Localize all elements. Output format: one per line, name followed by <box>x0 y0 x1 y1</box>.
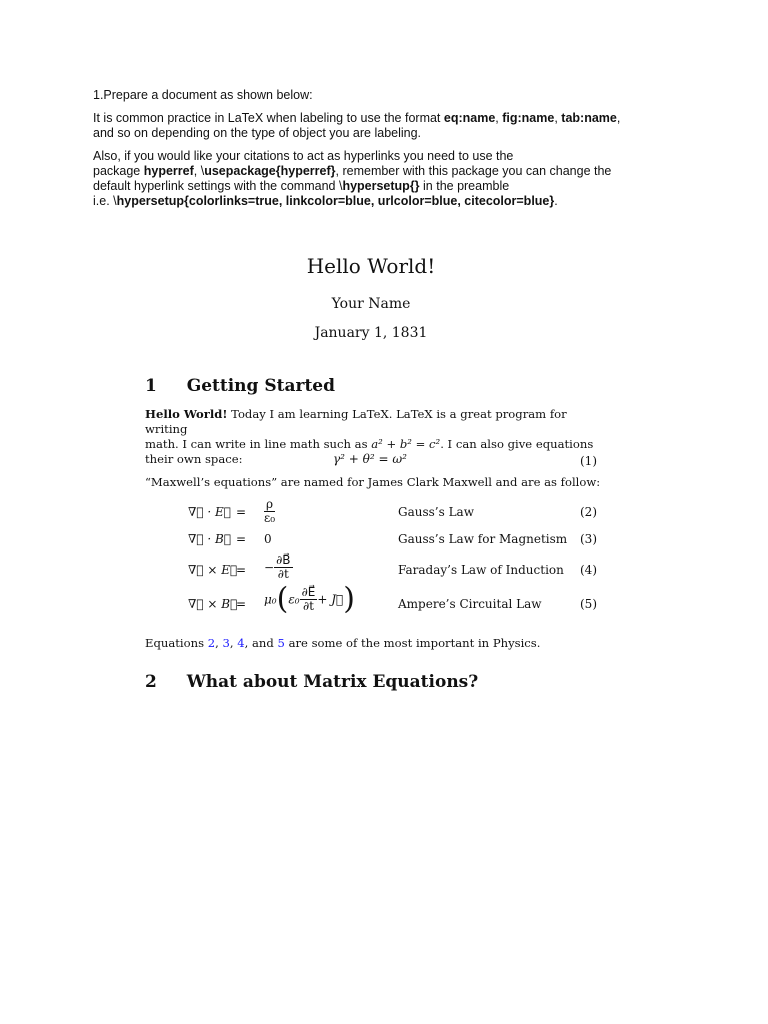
ref-link-eq3[interactable]: 3 <box>222 636 230 650</box>
p1-bold-eq: eq:name <box>443 111 496 125</box>
p2-text-c: , \ <box>193 164 205 178</box>
eq5-rel: = <box>236 597 247 611</box>
eq2-rhs <box>264 498 275 525</box>
eq3-rhs: 0 <box>264 532 272 546</box>
section-1-title: Getting Started <box>186 376 336 396</box>
latex-logo-1: LaTeX <box>352 407 389 421</box>
p2-line-1: Also, if you would like your citations to act as hyperlinks you need to use the <box>93 149 514 163</box>
para-text-1: Today I am learning <box>227 407 353 421</box>
section-1-number: 1 <box>145 376 157 396</box>
p2-text-e: default hyperlink settings with the command \ <box>93 179 343 193</box>
para-text-3: is a great program for writing <box>145 407 567 436</box>
inline-math: a² + b² = c² <box>371 437 441 451</box>
eq4-denominator: ∂t <box>277 567 289 581</box>
eq3-number: (3) <box>580 532 597 546</box>
doc-title: Hello World! <box>306 254 436 278</box>
equation-3-row <box>0 526 768 550</box>
instruction-step: 1.Prepare a document as shown below: <box>93 88 313 102</box>
instruction-paragraph-1 <box>93 111 693 141</box>
ref-link-eq5[interactable]: 5 <box>277 636 285 650</box>
refs-prefix: Equations <box>145 636 208 650</box>
refs-suffix: are some of the most important in Physics. <box>284 636 541 650</box>
eq5-lhs: ∇⃗ × B⃗ <box>188 597 238 611</box>
equation-1: γ² + θ² = ω² <box>333 452 407 466</box>
doc-author: Your Name <box>331 296 411 312</box>
p1-sep-2: , <box>554 111 562 125</box>
doc-date: January 1, 1831 <box>314 325 428 341</box>
p2-bold-hyperref: hyperref <box>143 164 194 178</box>
p1-bold-tab: tab:name <box>561 111 617 125</box>
eq2-denominator: ε₀ <box>264 511 276 525</box>
p2-text-g: i.e. \ <box>93 194 117 208</box>
eq5-number: (5) <box>580 597 597 611</box>
ref-link-eq2[interactable]: 2 <box>207 636 216 650</box>
eq2-numerator: ρ <box>266 497 274 511</box>
p1-sep-1: , <box>495 111 503 125</box>
eq5-numerator: ∂E⃗ <box>301 585 316 599</box>
p2-bold-hypersetup: hypersetup{} <box>342 179 420 193</box>
eq2-name: Gauss’s Law <box>398 505 474 519</box>
para-line2-b: . I can also give equations <box>440 437 594 451</box>
refs-sep-1: , <box>215 636 223 650</box>
p2-text-h: . <box>554 194 558 208</box>
equation-4-row <box>0 552 768 586</box>
eq4-lhs: ∇⃗ × E⃗ <box>188 563 238 577</box>
eq2-rel: = <box>236 505 247 519</box>
section-2-heading <box>145 672 478 692</box>
equation-5-row <box>0 581 768 624</box>
instructions <box>93 88 693 209</box>
eq2-number: (2) <box>580 505 597 519</box>
section-2-title: What about Matrix Equations? <box>186 672 479 692</box>
eq5-plus-j: + J⃗ <box>317 592 344 607</box>
eq4-name: Faraday’s Law of Induction <box>398 563 564 577</box>
maxwell-intro: “Maxwell’s equations” are named for James Clark Maxwell and are as follow: <box>145 475 601 489</box>
p2-bold-hypersetup-example: hypersetup{colorlinks=true, linkcolor=blue, urlcolor=blue, citecolor=blue} <box>116 194 555 208</box>
refs-sep-3: , and <box>244 636 278 650</box>
eq2-lhs: ∇⃗ · E⃗ <box>188 505 231 519</box>
para-line3: their own space: <box>145 452 243 466</box>
eq5-rhs: μ₀(ε₀ $\frac{\partial E⃗}{\partial t}$ + J⃗) <box>264 581 355 617</box>
ref-link-eq4[interactable]: 4 <box>237 636 245 650</box>
eq4-sign: − <box>264 560 275 575</box>
para-line2-a: math. I can write in line math such as <box>145 437 372 451</box>
eq3-lhs: ∇⃗ · B⃗ <box>188 532 232 546</box>
eq5-name: Ampere’s Circuital Law <box>398 597 542 611</box>
eq3-name: Gauss’s Law for Magnetism <box>398 532 568 546</box>
p2-text-f: in the preamble <box>419 179 510 193</box>
equation-1-number: (1) <box>580 454 597 468</box>
eq4-rel: = <box>236 563 247 577</box>
eq4-number: (4) <box>580 563 597 577</box>
p2-text-d: , remember with this package you can change the <box>335 164 612 178</box>
p1-bold-fig: fig:name <box>502 111 555 125</box>
para-bold-hello: Hello World! <box>145 407 228 421</box>
eq4-rhs <box>264 554 293 581</box>
instruction-paragraph-2 <box>93 149 693 209</box>
eq5-mu: μ₀ <box>264 592 277 607</box>
refs-sep-2: , <box>229 636 238 650</box>
equation-references <box>145 636 540 651</box>
p1-text-a: It is common practice in LaTeX when labeling to use the format <box>93 111 444 125</box>
section-2-number: 2 <box>145 672 157 692</box>
p2-text-a: package <box>93 164 144 178</box>
eq3-rel: = <box>236 532 247 546</box>
eq4-numerator: ∂B⃗ <box>276 553 291 567</box>
eq5-eps: ε₀ <box>288 592 300 607</box>
latex-logo-2: LaTeX <box>396 407 433 421</box>
para-text-2: . <box>388 407 397 421</box>
eq5-denominator: ∂t <box>302 599 314 613</box>
p1-sep-3: , <box>616 111 621 125</box>
p1-line-2: and so on depending on the type of object you are labeling. <box>93 126 422 140</box>
section-1-heading <box>145 376 335 396</box>
p2-bold-usepackage: usepackage{hyperref} <box>204 164 336 178</box>
